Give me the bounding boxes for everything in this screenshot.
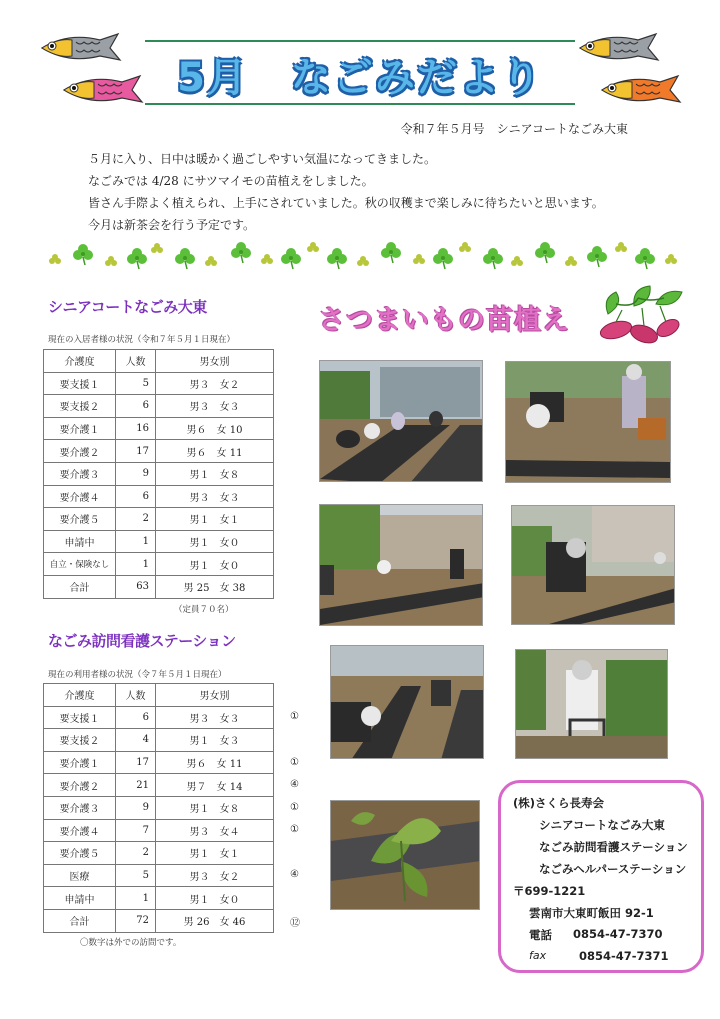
count-cell: 6 (116, 706, 156, 729)
gender-cell: 男７ 女 14 (156, 774, 274, 797)
gender-cell: 男１ 女１ (156, 842, 274, 865)
table-row (44, 819, 274, 842)
level-cell: 合計 (44, 909, 116, 932)
outside-visit-mark: ④ (290, 779, 299, 790)
level-cell: 要支援２ (44, 395, 116, 418)
helper-station-name: なごみヘルパーステーション (539, 862, 687, 876)
count-cell: 16 (116, 417, 156, 440)
koinobori-left-icon (38, 30, 150, 114)
count-cell: 4 (116, 729, 156, 752)
level-cell: 要介護５ (44, 508, 116, 531)
facility-section-title-text: シニアコートなごみ大東 (48, 298, 207, 316)
column-header: 男女別 (156, 350, 274, 373)
table-row (44, 462, 274, 485)
level-cell: 要介護１ (44, 417, 116, 440)
event-heading: さつまいもの苗植え (318, 305, 570, 336)
title-rule-bottom (145, 103, 575, 105)
photo-planting-4 (511, 505, 675, 625)
count-cell: 9 (116, 796, 156, 819)
intro-line: なごみでは 4/28 にサツマイモの苗植えをしました。 (88, 174, 374, 188)
table-row (44, 440, 274, 463)
facility-table (43, 349, 274, 599)
count-cell: 6 (116, 395, 156, 418)
level-cell: 自立・保険なし (44, 553, 116, 576)
table-row (44, 395, 274, 418)
table-row (44, 553, 274, 576)
photo-planting-3 (319, 504, 483, 626)
level-cell: 要介護４ (44, 819, 116, 842)
gender-cell: 男３ 女４ (156, 819, 274, 842)
count-cell: 1 (116, 887, 156, 910)
table-header-row (44, 350, 274, 373)
level-cell: 要介護２ (44, 440, 116, 463)
outside-visit-mark: ① (290, 757, 299, 768)
facility-section-title (48, 296, 207, 317)
gender-cell: 男１ 女０ (156, 530, 274, 553)
nursing-table (43, 683, 274, 933)
table-row (44, 796, 274, 819)
gender-cell: 男３ 女３ (156, 395, 274, 418)
gender-cell: 男３ 女２ (156, 864, 274, 887)
level-cell: 要介護３ (44, 462, 116, 485)
level-cell: 要支援２ (44, 729, 116, 752)
gender-cell: 男 26 女 46 (156, 909, 274, 932)
level-cell: 申請中 (44, 530, 116, 553)
postal-code: 〒699-1221 (513, 884, 586, 898)
issue-line: 令和７年５月号 シニアコートなごみ大東 (400, 122, 628, 136)
gender-cell: 男６ 女 11 (156, 440, 274, 463)
level-cell: 要支援１ (44, 372, 116, 395)
clover-border-icon (45, 240, 685, 274)
company-name: (株)さくら長寿会 (513, 796, 605, 810)
table-row (44, 864, 274, 887)
level-cell: 要介護５ (44, 842, 116, 865)
outside-visit-mark: ④ (290, 869, 299, 880)
address: 雲南市大東町飯田 92-1 (529, 906, 654, 920)
outside-visit-mark: ⑫ (290, 918, 300, 929)
gender-cell: 男６ 女 10 (156, 417, 274, 440)
count-cell: 21 (116, 774, 156, 797)
column-header: 人数 (116, 684, 156, 707)
count-cell: 2 (116, 842, 156, 865)
contact-box (498, 780, 704, 973)
nursing-section-title (48, 630, 236, 651)
level-cell: 合計 (44, 575, 116, 598)
count-cell: 9 (116, 462, 156, 485)
phone-label: 電話 (529, 928, 552, 942)
table-row (44, 729, 274, 752)
count-cell: 5 (116, 864, 156, 887)
table-row (44, 372, 274, 395)
count-cell: 7 (116, 819, 156, 842)
count-cell: 2 (116, 508, 156, 531)
count-cell: 17 (116, 440, 156, 463)
photo-seedlings (330, 800, 480, 910)
gender-cell: 男３ 女２ (156, 372, 274, 395)
column-header: 介護度 (44, 684, 116, 707)
photo-planting-5 (330, 645, 484, 759)
gender-cell: 男１ 女０ (156, 887, 274, 910)
photo-planting-6 (515, 649, 668, 759)
table-row (44, 530, 274, 553)
photo-planting-1 (319, 360, 483, 482)
gender-cell: 男３ 女３ (156, 706, 274, 729)
level-cell: 要介護４ (44, 485, 116, 508)
capacity-note: （定員７０名） (174, 605, 234, 615)
nursing-section-title-text: なごみ訪問看護ステーション (48, 632, 236, 650)
column-header: 男女別 (156, 684, 274, 707)
gender-cell: 男１ 女３ (156, 729, 274, 752)
count-cell: 1 (116, 530, 156, 553)
count-cell: 72 (116, 909, 156, 932)
facility-caption: 現在の入居者様の状況（令和７年５月１日現在） (48, 335, 236, 345)
intro-line: ５月に入り、日中は暖かく過ごしやすい気温になってきました。 (88, 152, 437, 166)
intro-line: 皆さん手際よく植えられ、上手にされていました。秋の収穫まで楽しみに待ちたいと思います。 (88, 196, 604, 210)
gender-cell: 男３ 女３ (156, 485, 274, 508)
count-cell: 6 (116, 485, 156, 508)
table-row-total (44, 909, 274, 932)
table-row-total (44, 575, 274, 598)
table-row (44, 751, 274, 774)
nursing-footnote: 〇数字は外での訪問です。 (80, 938, 182, 948)
gender-cell: 男１ 女８ (156, 796, 274, 819)
outside-visit-mark: ① (290, 802, 299, 813)
fax-label: fax (529, 949, 547, 962)
gender-cell: 男１ 女０ (156, 553, 274, 576)
level-cell: 要介護３ (44, 796, 116, 819)
page-title: 5月 なごみだより (177, 55, 543, 101)
column-header: 介護度 (44, 350, 116, 373)
gender-cell: 男 25 女 38 (156, 575, 274, 598)
nursing-caption: 現在の利用者様の状況（令７年５月１日現在） (48, 670, 227, 680)
count-cell: 5 (116, 372, 156, 395)
table-header-row (44, 684, 274, 707)
level-cell: 要支援１ (44, 706, 116, 729)
table-row (44, 887, 274, 910)
intro-line: 今月は新茶会を行う予定です。 (88, 218, 256, 232)
level-cell: 医療 (44, 864, 116, 887)
gender-cell: 男１ 女１ (156, 508, 274, 531)
fax-number: 0854-47-7371 (579, 949, 669, 963)
outside-visit-mark: ① (290, 824, 299, 835)
table-row (44, 706, 274, 729)
nursing-station-name: なごみ訪問看護ステーション (539, 840, 688, 854)
count-cell: 1 (116, 553, 156, 576)
column-header: 人数 (116, 350, 156, 373)
phone-number: 0854-47-7370 (573, 927, 663, 941)
intro-text (88, 148, 688, 236)
koinobori-right-icon (576, 30, 688, 114)
facility-name: シニアコートなごみ大東 (539, 818, 665, 832)
gender-cell: 男６ 女 11 (156, 751, 274, 774)
level-cell: 申請中 (44, 887, 116, 910)
level-cell: 要介護２ (44, 774, 116, 797)
count-cell: 17 (116, 751, 156, 774)
photo-planting-2 (505, 361, 671, 483)
outside-visit-mark: ① (290, 711, 299, 722)
sweet-potato-icon (594, 284, 690, 350)
count-cell: 63 (116, 575, 156, 598)
title-rule-top (145, 40, 575, 42)
table-row (44, 485, 274, 508)
table-row (44, 508, 274, 531)
level-cell: 要介護１ (44, 751, 116, 774)
table-row (44, 774, 274, 797)
gender-cell: 男１ 女８ (156, 462, 274, 485)
table-row (44, 842, 274, 865)
table-row (44, 417, 274, 440)
